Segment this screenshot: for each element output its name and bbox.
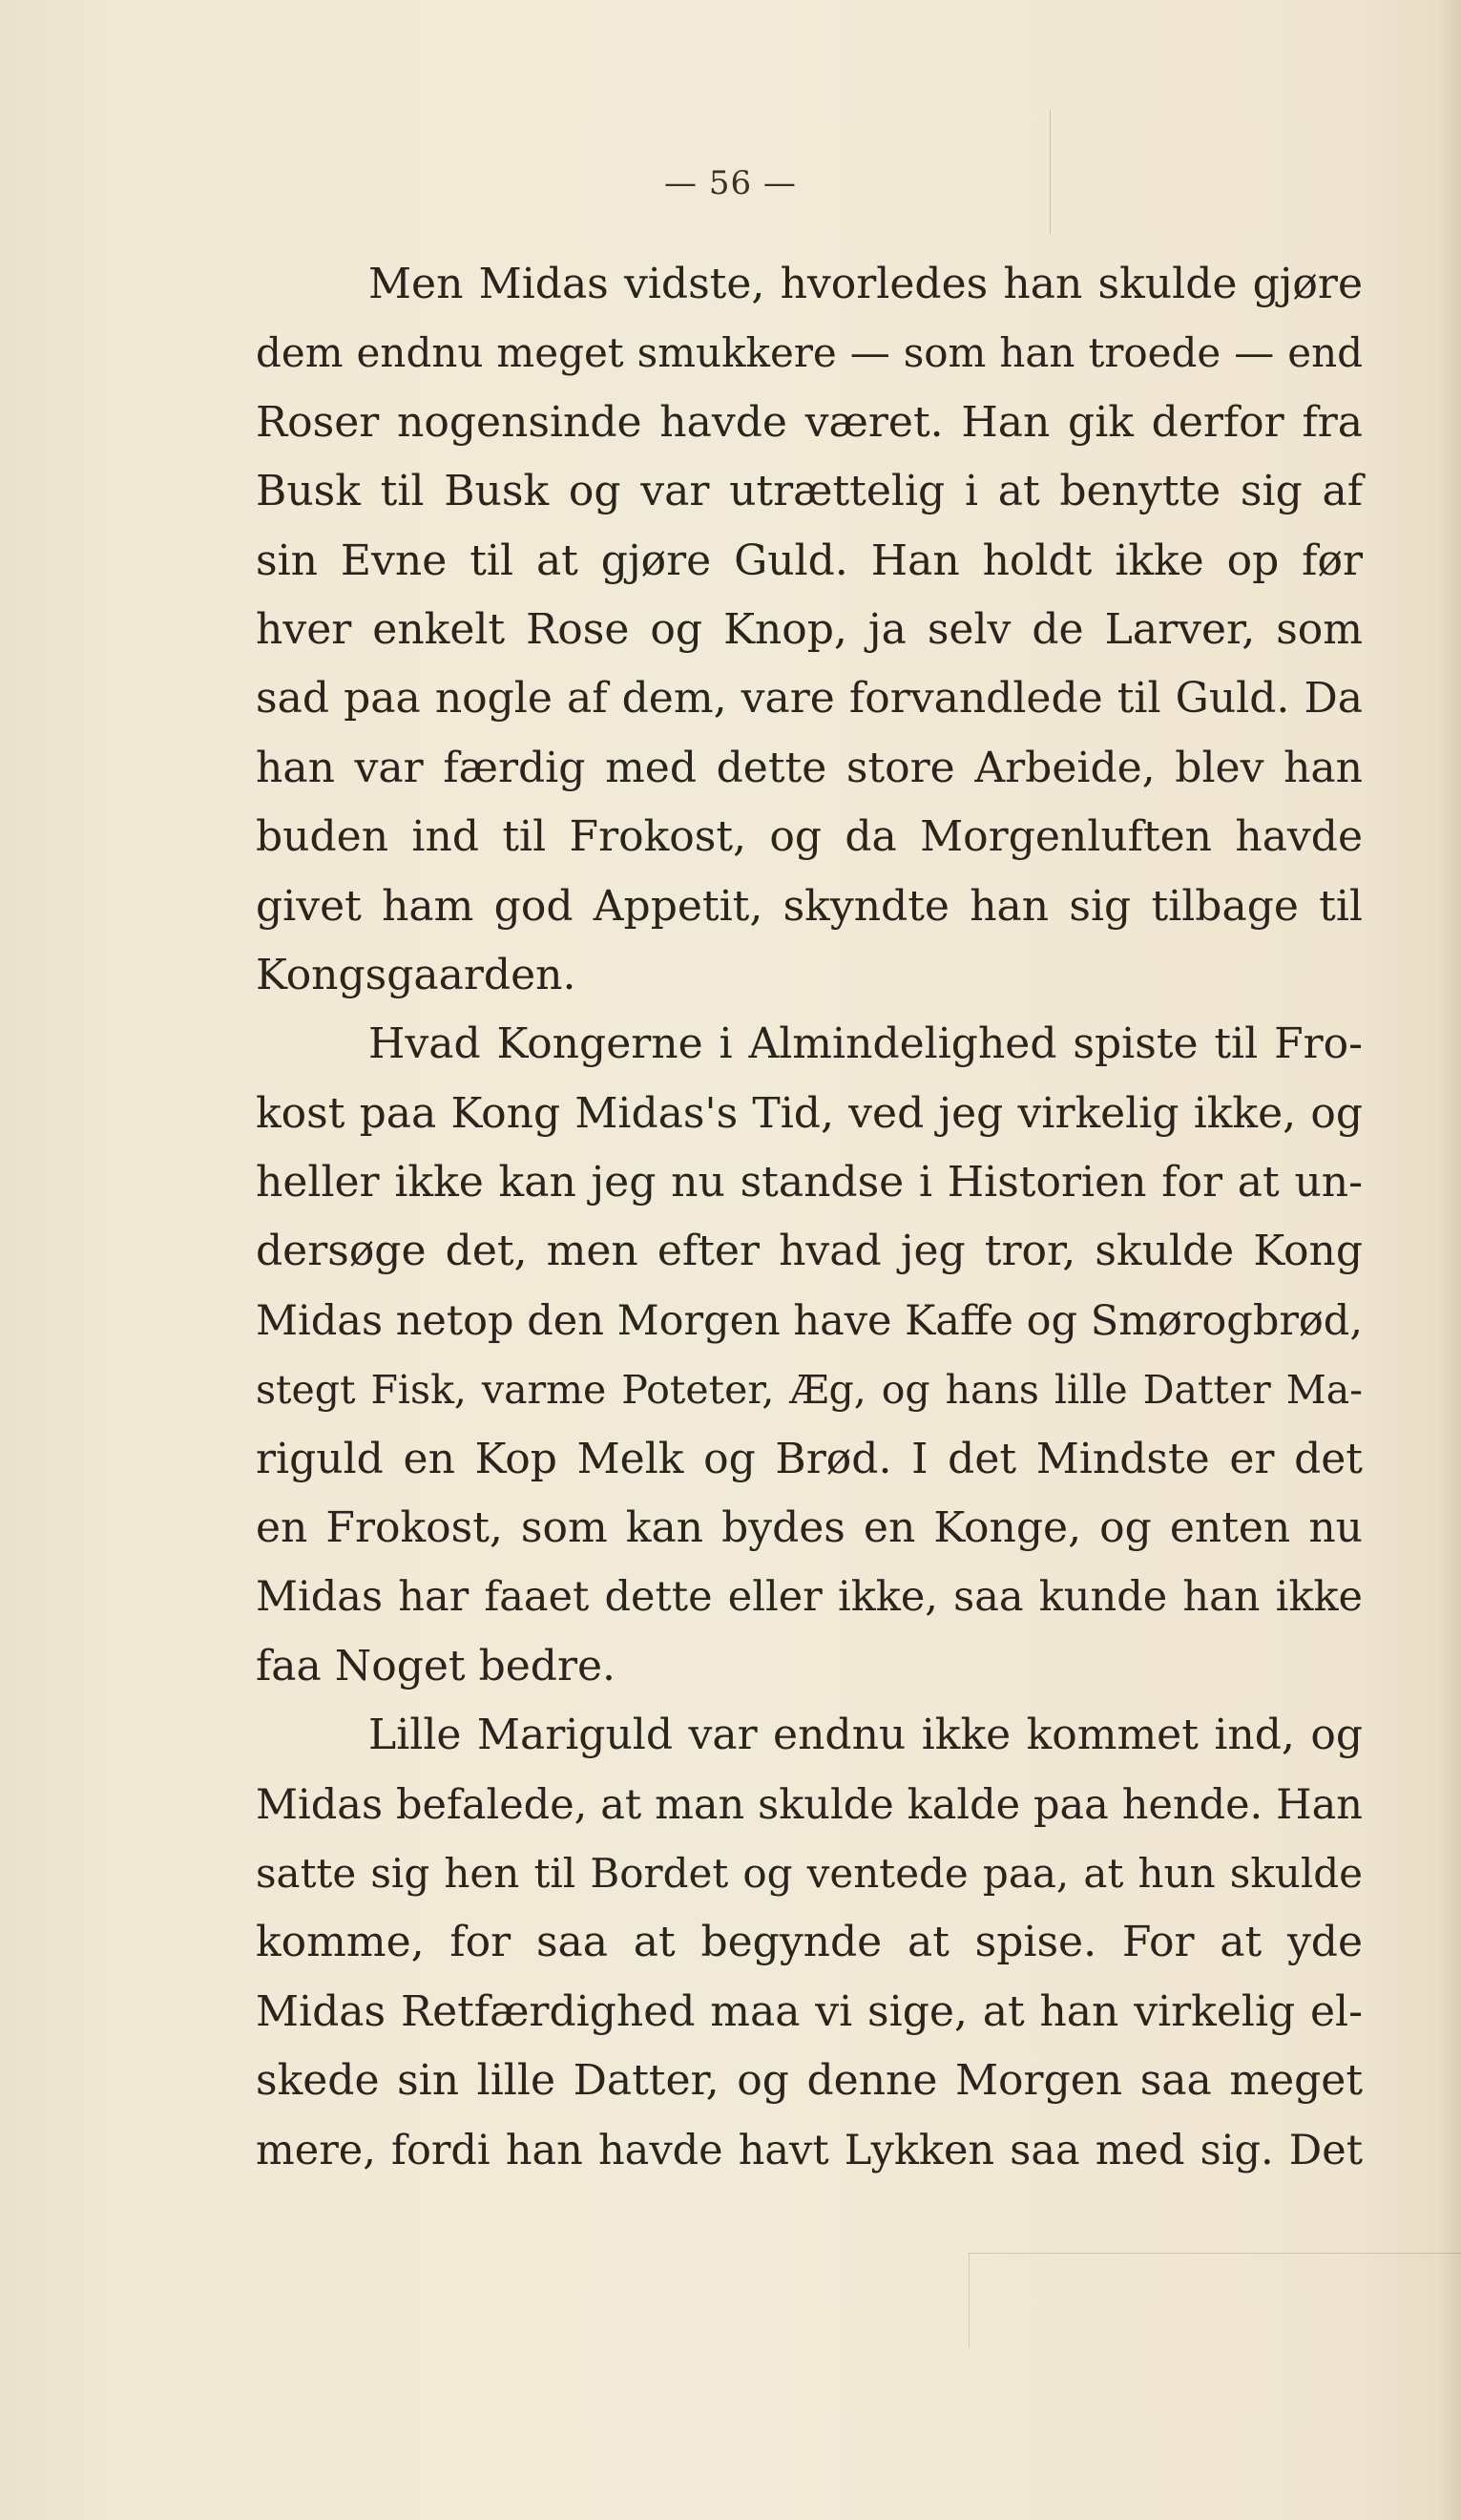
text-line: han var færdig med dette store Arbeide, blev han (256, 743, 1363, 792)
paper-crease (969, 2253, 970, 2348)
text-line: dersøge det, men efter hvad jeg tror, skulde Kong (256, 1227, 1363, 1276)
text-line: satte sig hen til Bordet og ventede paa, at hun skulde (256, 1849, 1363, 1897)
text-line: dem endnu meget smukkere — som han troede — end (256, 329, 1363, 377)
text-line: Midas har faaet dette eller ikke, saa kunde han ikke (256, 1573, 1363, 1622)
text-line: Midas Retfærdighed maa vi sige, at han virkelig el- (256, 1986, 1363, 2036)
body-text (256, 250, 1363, 2185)
text-line: mere, fordi han havde havt Lykken saa med sig. Det (256, 2126, 1363, 2174)
text-line: Men Midas vidste, hvorledes han skulde gjøre (368, 260, 1363, 308)
text-line: kost paa Kong Midas's Tid, ved jeg virkelig ikke, og (256, 1088, 1363, 1138)
text-line: sin Evne til at gjøre Guld. Han holdt ikke op før (256, 536, 1363, 585)
text-line: faa Noget bedre. (256, 1641, 616, 1690)
page-edge-shadow (1440, 0, 1461, 2520)
text-line: Midas befalede, at man skulde kalde paa hende. Han (256, 1780, 1363, 1829)
text-line: skede sin lille Datter, og denne Morgen saa meget (256, 2056, 1363, 2106)
text-line: komme, for saa at begynde at spise. For at yde (256, 1918, 1363, 1967)
text-line: Midas netop den Morgen have Kaffe og Smørogbrød, (256, 1296, 1363, 1345)
text-line: heller ikke kan jeg nu standse i Historien for at un- (256, 1158, 1363, 1208)
text-line: Busk til Busk og var utrættelig i at benytte sig af (256, 467, 1363, 516)
text-line: Roser nogensinde havde været. Han gik derfor fra (256, 397, 1363, 447)
text-line: riguld en Kop Melk og Brød. I det Mindste er det (256, 1434, 1363, 1483)
text-line: Lille Mariguld var endnu ikke kommet ind, og (368, 1711, 1363, 1760)
text-line: hver enkelt Rose og Knop, ja selv de Larver, som (256, 604, 1363, 654)
text-line: buden ind til Frokost, og da Morgenluften havde (256, 812, 1363, 862)
text-line: Hvad Kongerne i Almindelighed spiste til Fro- (368, 1019, 1363, 1069)
text-line: stegt Fisk, varme Poteter, Æg, og hans lille Datter Ma- (256, 1367, 1363, 1414)
text-line: sad paa nogle af dem, vare forvandlede til Guld. Da (256, 674, 1363, 724)
page-number: — 56 — (664, 164, 797, 202)
text-line: en Frokost, som kan bydes en Konge, og enten nu (256, 1503, 1363, 1553)
text-line: givet ham god Appetit, skyndte han sig tilbage til (256, 881, 1363, 931)
paper-crease (969, 2253, 1461, 2254)
text-line: Kongsgaarden. (256, 950, 576, 999)
